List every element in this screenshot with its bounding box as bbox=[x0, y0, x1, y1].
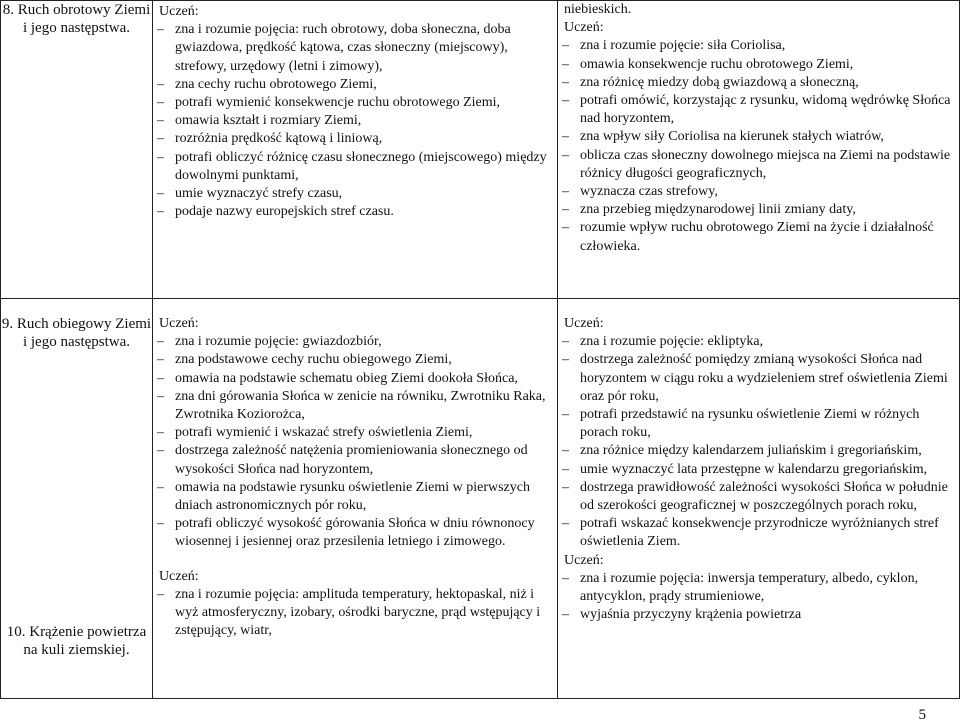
list-item: – omawia kształt i rozmiary Ziemi, bbox=[153, 112, 557, 130]
section-header: Uczeń: bbox=[159, 4, 199, 19]
topic-title: 9. Ruch obiegowy Ziemi i jego następstwa. bbox=[1, 316, 152, 350]
page-number: 5 bbox=[918, 707, 926, 723]
list-item: – zna różnice między kalendarzem juliańskim i gregoriańskim, bbox=[558, 442, 959, 460]
basic-requirements-cell bbox=[153, 299, 558, 699]
list-item: – zna i rozumie pojęcie: ekliptyka, bbox=[558, 333, 959, 351]
list-item: – potrafi wymienić i wskazać strefy oświetlenia Ziemi, bbox=[153, 424, 557, 442]
list-item: – potrafi obliczyć wysokość górowania Słońca w dniu równonocy wiosennej i jesiennej oraz przesilenia letniego i zimowego. bbox=[153, 515, 557, 551]
table-row bbox=[1, 299, 960, 699]
list-item: – zna dni górowania Słońca w zenicie na równiku, Zwrotniku Raka, Zwrotnika Koziorożca, bbox=[153, 388, 557, 424]
list-item: – zna wpływ siły Coriolisa na kierunek stałych wiatrów, bbox=[558, 128, 959, 146]
extended-requirements-cell bbox=[558, 299, 960, 699]
list-item: – zna i rozumie pojęcia: ruch obrotowy, doba słoneczna, doba gwiazdowa, prędkość kątowa, czas słoneczny (miejscowy), strefowy, urzędowy (letni i zimowy), bbox=[153, 21, 557, 76]
extended-requirements-cell bbox=[558, 1, 960, 299]
list-item: – wyznacza czas strefowy, bbox=[558, 183, 959, 201]
list-item: – potrafi przedstawić na rysunku oświetlenie Ziemi w różnych porach roku, bbox=[558, 406, 959, 442]
list-item: – wyjaśnia przyczyny krążenia powietrza bbox=[558, 606, 959, 624]
requirements-list bbox=[153, 333, 557, 551]
list-item: – potrafi omówić, korzystając z rysunku, widomą wędrówkę Słońca nad horyzontem, bbox=[558, 92, 959, 128]
continuation-text: niebieskich. bbox=[564, 2, 632, 17]
topic-title: 10. Krążenie powietrza na kuli ziemskiej. bbox=[6, 624, 147, 658]
list-item: – omawia konsekwencje ruchu obrotowego Ziemi, bbox=[558, 56, 959, 74]
list-item: – zna cechy ruchu obrotowego Ziemi, bbox=[153, 76, 557, 94]
list-item: – oblicza czas słoneczny dowolnego miejsca na Ziemi na podstawie różnicy długości geograficznych, bbox=[558, 147, 959, 183]
requirements-list bbox=[558, 333, 959, 551]
topic-title: 8. Ruch obrotowy Ziemi i jego następstwa. bbox=[2, 2, 151, 36]
list-item: – podaje nazwy europejskich stref czasu. bbox=[153, 203, 557, 221]
topic-cell bbox=[1, 299, 153, 699]
list-item: – omawia na podstawie schematu obieg Ziemi dookoła Słońca, bbox=[153, 370, 557, 388]
list-item: – dostrzega prawidłowość zależności wysokości Słońca w południe od szerokości geograficznej w poszczególnych porach roku, bbox=[558, 479, 959, 515]
section-header: Uczeń: bbox=[159, 568, 199, 584]
list-item: – umie wyznaczyć strefy czasu, bbox=[153, 185, 557, 203]
basic-requirements-cell bbox=[153, 1, 558, 299]
requirements-list bbox=[558, 37, 959, 255]
table-row bbox=[1, 1, 960, 299]
list-item: – zna i rozumie pojęcia: inwersja temperatury, albedo, cyklon, antycyklon, prądy strumieniowe, bbox=[558, 570, 959, 606]
list-item: – umie wyznaczyć lata przestępne w kalendarzu gregoriańskim, bbox=[558, 461, 959, 479]
list-item: – zna podstawowe cechy ruchu obiegowego Ziemi, bbox=[153, 351, 557, 369]
section-header: Uczeń: bbox=[564, 552, 604, 568]
list-item: – zna i rozumie pojęcie: gwiazdozbiór, bbox=[153, 333, 557, 351]
list-item: – potrafi wskazać konsekwencje przyrodnicze wyróżnianych stref oświetlenia Ziem. bbox=[558, 515, 959, 551]
requirements-list bbox=[558, 570, 959, 625]
list-item: – zna i rozumie pojęcie: siła Coriolisa, bbox=[558, 37, 959, 55]
list-item: – rozumie wpływ ruchu obrotowego Ziemi na życie i działalność człowieka. bbox=[558, 219, 959, 255]
section-header: Uczeń: bbox=[159, 316, 199, 331]
list-item: – dostrzega zależność pomiędzy zmianą wysokości Słońca nad horyzontem w ciągu roku a wydzieleniem stref oświetlenia Ziemi oraz pór roku, bbox=[558, 351, 959, 406]
requirements-list bbox=[153, 21, 557, 221]
section-header: Uczeń: bbox=[564, 20, 604, 36]
list-item: – potrafi wymienić konsekwencje ruchu obrotowego Ziemi, bbox=[153, 94, 557, 112]
list-item: – omawia na podstawie rysunku oświetlenie Ziemi w pierwszych dniach astronomicznych pór roku, bbox=[153, 479, 557, 515]
list-item: – zna różnicę miedzy dobą gwiazdową a słoneczną, bbox=[558, 74, 959, 92]
list-item: – zna i rozumie pojęcia: amplituda temperatury, hektopaskal, niż i wyż atmosferyczny, izobary, ośrodki baryczne, prąd wstępujący i zstępujący, wiatr, bbox=[153, 586, 557, 641]
list-item: – dostrzega zależność natężenia promieniowania słonecznego od wysokości Słońca nad horyzontem, bbox=[153, 442, 557, 478]
topic-cell bbox=[1, 1, 153, 299]
requirements-list bbox=[153, 586, 557, 641]
list-item: – zna przebieg międzynarodowej linii zmiany daty, bbox=[558, 201, 959, 219]
list-item: – rozróżnia prędkość kątową i liniową, bbox=[153, 130, 557, 148]
list-item: – potrafi obliczyć różnicę czasu słonecznego (miejscowego) między dowolnymi punktami, bbox=[153, 149, 557, 185]
section-header: Uczeń: bbox=[564, 316, 604, 331]
